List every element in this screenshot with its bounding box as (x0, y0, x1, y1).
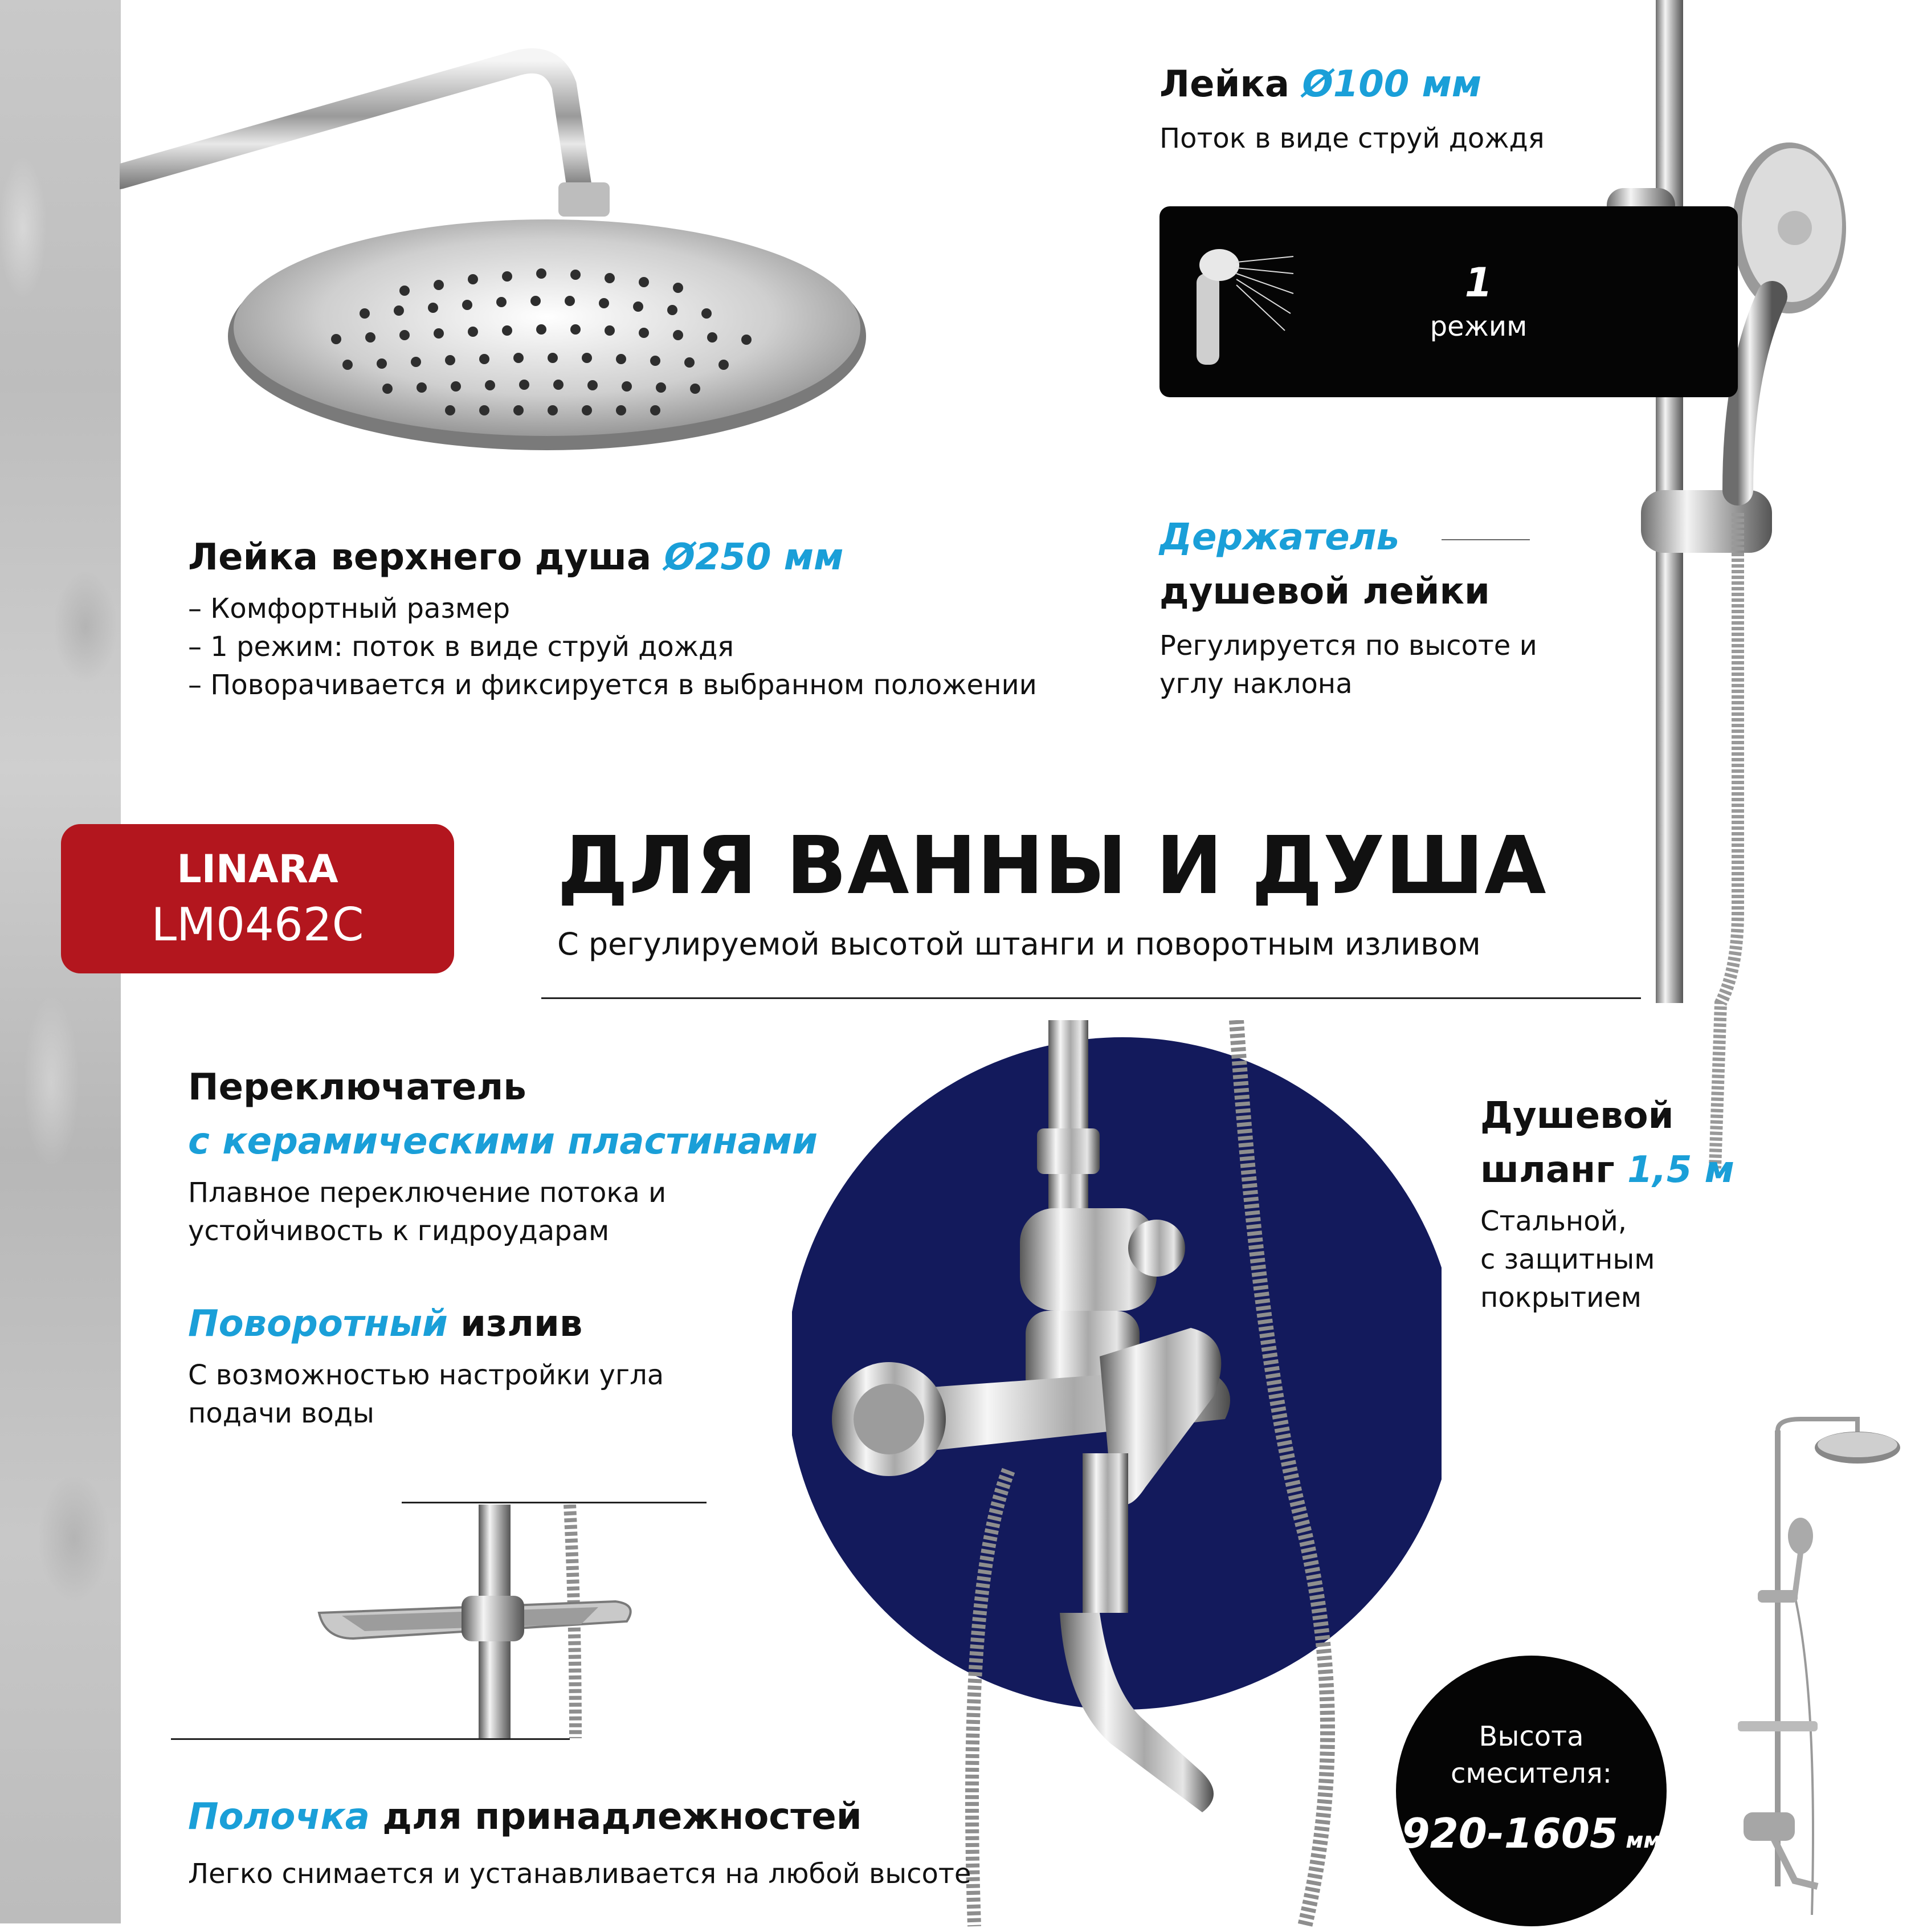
page-title: ДЛЯ ВАННЫ И ДУША (557, 820, 1547, 912)
hand-shower-description: Поток в виде струй дождя (1159, 123, 1545, 154)
top-shower-title-text: Лейка верхнего душа (188, 536, 664, 578)
hose-description-line: с защитным (1480, 1244, 1655, 1276)
hose-description-line: покрытием (1480, 1282, 1642, 1314)
holder-description-line: Регулируется по высоте и (1159, 630, 1537, 662)
feature-item: – 1 режим: поток в виде струй дождя (188, 631, 734, 663)
hose-title-text: шланг (1480, 1149, 1627, 1191)
height-number: 920-1605 (1401, 1809, 1619, 1857)
feature-item: – Комфортный размер (188, 593, 511, 625)
switch-description-line: Плавное переключение потока и (188, 1177, 667, 1209)
switch-title: Переключатель (188, 1066, 526, 1108)
height-badge (1396, 1656, 1667, 1926)
spout-title (188, 1302, 582, 1346)
top-shower-diameter: Ø250 мм (664, 536, 844, 578)
height-value (1396, 1809, 1667, 1857)
shelf-title (188, 1795, 862, 1839)
shelf-description: Легко снимается и устанавливается на любой высоте (188, 1858, 971, 1890)
feature-item: – Поворачивается и фиксируется в выбранном положении (188, 669, 1037, 702)
hose-title-line1: Душевой (1480, 1095, 1674, 1137)
height-label-line: Высота (1479, 1721, 1584, 1752)
mode-label: режим (1430, 311, 1528, 343)
hose-description-line: Стальной, (1480, 1205, 1627, 1237)
hose-description (1480, 1203, 1655, 1318)
spout-title-text: излив (447, 1303, 583, 1345)
shelf-top-line (402, 1502, 707, 1503)
model-number: LM0462C (151, 898, 364, 951)
hand-shower-diameter: Ø100 мм (1302, 63, 1482, 105)
spout-description-line: С возможностью настройки угла (188, 1359, 664, 1391)
holder-pointer-line (1442, 539, 1530, 540)
shelf-bottom-line (171, 1738, 570, 1740)
spout-title-accent: Поворотный (188, 1303, 448, 1345)
holder-title-accent: Держатель (1159, 516, 1399, 559)
holder-title: душевой лейки (1159, 570, 1490, 613)
switch-description (188, 1174, 666, 1250)
hand-shower-spray-icon (1185, 239, 1299, 376)
top-shower-title (188, 536, 843, 580)
shelf-title-accent: Полочка (188, 1796, 370, 1838)
spout-description (188, 1356, 664, 1433)
rain-shower-head-icon (120, 40, 889, 473)
shower-set-icon (1721, 1413, 1903, 1915)
brand-name: LINARA (177, 847, 338, 892)
height-unit: мм (1618, 1828, 1661, 1853)
headline-divider (541, 997, 1641, 999)
shelf-icon (308, 1505, 650, 1738)
shelf-title-text: для принадлежностей (369, 1796, 862, 1838)
height-label (1396, 1718, 1667, 1792)
mixer-icon (792, 1020, 1442, 1932)
mode-count: 1 (1464, 259, 1493, 306)
holder-description-line: углу наклона (1159, 668, 1353, 700)
page-subtitle: С регулируемой высотой штанги и поворотным изливом (557, 926, 1481, 962)
hand-shower-icon (1550, 0, 1846, 1185)
height-label-line: смесителя: (1451, 1757, 1612, 1790)
switch-description-line: устойчивость к гидроударам (188, 1215, 610, 1248)
brand-badge (61, 824, 454, 973)
spout-description-line: подачи воды (188, 1397, 374, 1430)
hose-length: 1,5 м (1627, 1149, 1734, 1191)
hose-title-line2 (1480, 1148, 1734, 1192)
top-shower-features (188, 590, 1037, 705)
holder-description (1159, 627, 1537, 703)
hand-shower-title-text: Лейка (1159, 63, 1303, 105)
hand-shower-title (1159, 63, 1481, 107)
switch-title-accent: с керамическими пластинами (188, 1120, 818, 1163)
